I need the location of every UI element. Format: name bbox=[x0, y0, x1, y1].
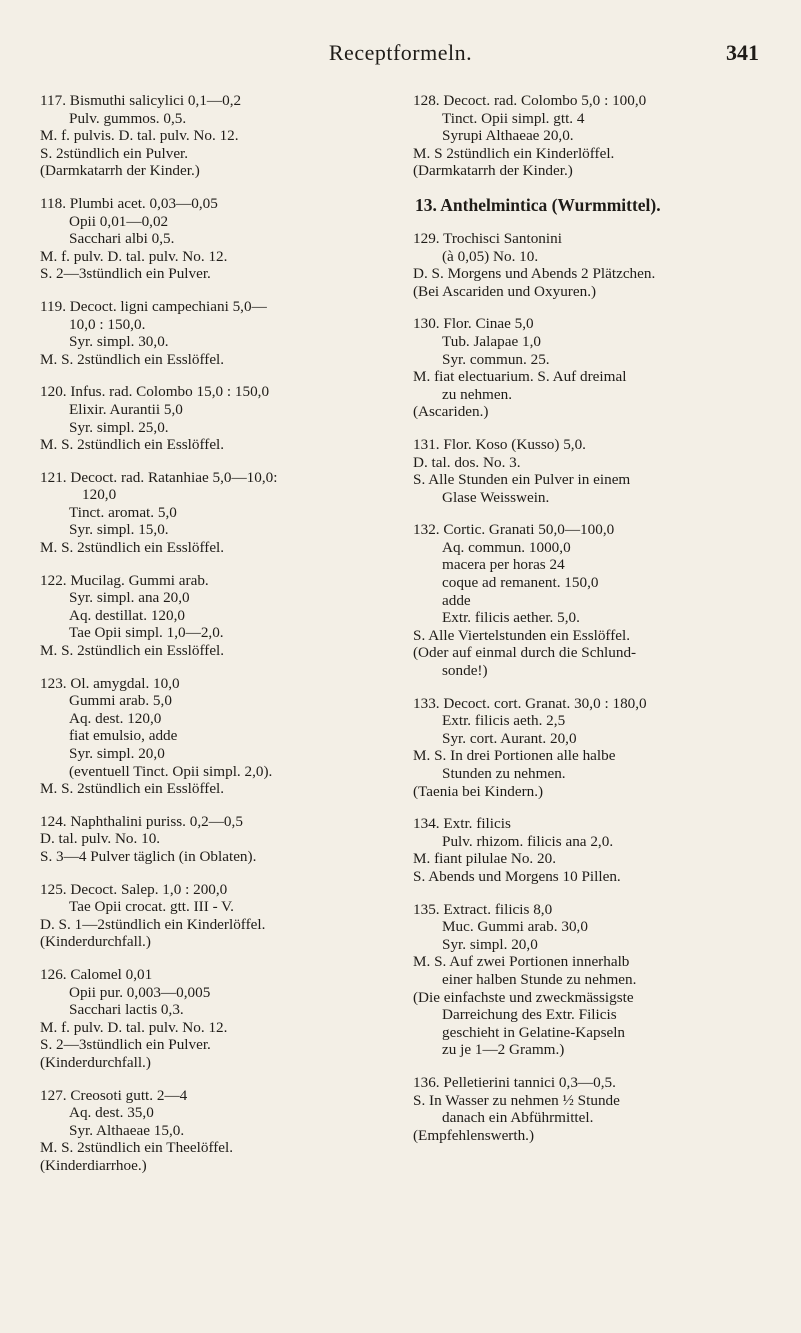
recipe-entry bbox=[413, 1074, 763, 1144]
recipe-line: 133. Decoct. cort. Granat. 30,0 : 180,0 bbox=[413, 694, 647, 712]
recipe-line: D. tal. pulv. No. 10. bbox=[40, 830, 161, 848]
recipe-line: M. S. In drei Portionen alle halbe bbox=[413, 747, 616, 765]
recipe-line: Muc. Gummi arab. 30,0 bbox=[442, 918, 588, 936]
recipe-line: S. 2stündlich ein Pulver. bbox=[40, 144, 189, 162]
recipe-line: M. S. Auf zwei Portionen innerhalb bbox=[413, 953, 630, 971]
recipe-line: D. tal. dos. No. 3. bbox=[413, 453, 521, 471]
recipe-line: Extr. filicis aether. 5,0. bbox=[442, 609, 580, 627]
recipe-line: 134. Extr. filicis bbox=[413, 815, 511, 833]
recipe-line: Opii 0,01—0,02 bbox=[69, 212, 169, 230]
recipe-line: Aq. dest. 35,0 bbox=[69, 1104, 154, 1122]
recipe-line: Syr. Althaeae 15,0. bbox=[69, 1121, 185, 1139]
recipe-line: S. 2—3stündlich ein Pulver. bbox=[40, 265, 211, 283]
recipe-line: Aq. dest. 120,0 bbox=[69, 709, 162, 727]
recipe-line: Tae Opii crocat. gtt. III - V. bbox=[69, 898, 234, 916]
recipe-entry bbox=[40, 383, 396, 453]
recipe-line: Stunden zu nehmen. bbox=[442, 765, 566, 782]
recipe-line: Glase Weisswein. bbox=[442, 488, 550, 506]
recipe-entry bbox=[413, 315, 763, 421]
recipe-line: M. S. 2stündlich ein Esslöffel. bbox=[40, 642, 225, 660]
recipe-entry bbox=[40, 298, 396, 368]
recipe-line: adde bbox=[442, 591, 471, 609]
recipe-line: Syr. cort. Aurant. 20,0 bbox=[442, 729, 577, 747]
recipe-line: macera per horas 24 bbox=[442, 556, 565, 574]
recipe-line: (Bei Ascariden und Oxyuren.) bbox=[413, 282, 597, 300]
recipe-line: 119. Decoct. ligni campechiani 5,0— bbox=[40, 297, 267, 315]
recipe-line: S. Abends und Morgens 10 Pillen. bbox=[413, 867, 621, 885]
recipe-entry bbox=[413, 230, 763, 300]
recipe-entry bbox=[40, 195, 396, 283]
recipe-entry bbox=[40, 469, 396, 557]
recipe-entry bbox=[40, 881, 396, 951]
recipe-line: 128. Decoct. rad. Colombo 5,0 : 100,0 bbox=[413, 92, 647, 109]
running-title: Receptformeln. bbox=[328, 40, 473, 65]
recipe-line: (eventuell Tinct. Opii simpl. 2,0). bbox=[69, 762, 273, 780]
recipe-line: Elixir. Aurantii 5,0 bbox=[69, 400, 183, 418]
recipe-line: M. S 2stündlich ein Kinderlöffel. bbox=[413, 144, 615, 162]
recipe-entry bbox=[413, 901, 763, 1059]
recipe-line: S. 3—4 Pulver täglich (in Oblaten). bbox=[40, 847, 257, 865]
recipe-line: 136. Pelletierini tannici 0,3—0,5. bbox=[413, 1073, 616, 1091]
recipe-line: fiat emulsio, adde bbox=[69, 727, 178, 745]
recipe-line: Aq. commun. 1000,0 bbox=[442, 538, 571, 556]
recipe-entry bbox=[40, 572, 396, 660]
recipe-entry bbox=[413, 815, 763, 885]
recipe-line: Opii pur. 0,003—0,005 bbox=[69, 983, 211, 1001]
recipe-line: Pulv. gummos. 0,5. bbox=[69, 109, 187, 127]
recipe-line: Tinct. Opii simpl. gtt. 4 bbox=[442, 109, 585, 127]
recipe-line: Syr. simpl. 30,0. bbox=[69, 333, 169, 351]
recipe-line: (Ascariden.) bbox=[413, 403, 489, 421]
recipe-entry bbox=[413, 436, 763, 506]
recipe-line: Aq. destillat. 120,0 bbox=[69, 606, 186, 624]
recipe-line: Gummi arab. 5,0 bbox=[69, 692, 172, 710]
recipe-line: einer halben Stunde zu nehmen. bbox=[442, 970, 637, 988]
right-column bbox=[413, 92, 763, 1159]
left-column bbox=[40, 92, 396, 1189]
recipe-entry bbox=[413, 521, 763, 679]
recipe-line: 118. Plumbi acet. 0,03—0,05 bbox=[40, 194, 218, 212]
recipe-line: Pulv. rhizom. filicis ana 2,0. bbox=[442, 832, 614, 850]
recipe-line: (Kinderdiarrhoe.) bbox=[40, 1156, 147, 1174]
recipe-line: 129. Trochisci Santonini bbox=[413, 229, 562, 247]
recipe-entry bbox=[40, 966, 396, 1072]
recipe-entry bbox=[413, 695, 763, 801]
recipe-line: M. f. pulvis. D. tal. pulv. No. 12. bbox=[40, 127, 239, 145]
recipe-line: Syr. commun. 25. bbox=[442, 350, 550, 368]
recipe-line: (Kinderdurchfall.) bbox=[40, 1053, 151, 1071]
recipe-line: M. S. 2stündlich ein Esslöffel. bbox=[40, 539, 225, 557]
recipe-line: 120. Infus. rad. Colombo 15,0 : 150,0 bbox=[40, 383, 270, 401]
recipe-line: 122. Mucilag. Gummi arab. bbox=[40, 571, 209, 589]
recipe-entry bbox=[40, 675, 396, 798]
recipe-line: Sacchari albi 0,5. bbox=[69, 230, 175, 248]
page-number: 341 bbox=[726, 40, 759, 65]
recipe-line: geschieht in Gelatine-Kapseln bbox=[442, 1023, 626, 1041]
recipe-line: zu je 1—2 Gramm.) bbox=[442, 1041, 565, 1059]
recipe-line: 120,0 bbox=[82, 486, 117, 504]
recipe-line: 132. Cortic. Granati 50,0—100,0 bbox=[413, 521, 615, 539]
recipe-line: (Darmkatarrh der Kinder.) bbox=[40, 162, 200, 180]
recipe-entry bbox=[40, 92, 396, 180]
recipe-line: 125. Decoct. Salep. 1,0 : 200,0 bbox=[40, 880, 228, 898]
recipe-line: (Kinderdurchfall.) bbox=[40, 933, 151, 951]
right-column-top bbox=[413, 92, 763, 180]
recipe-line: S. Alle Viertelstunden ein Esslöffel. bbox=[413, 626, 631, 644]
recipe-line: 130. Flor. Cinae 5,0 bbox=[413, 315, 534, 333]
recipe-line: 10,0 : 150,0. bbox=[69, 315, 146, 333]
recipe-line: 126. Calomel 0,01 bbox=[40, 965, 153, 983]
recipe-line: 131. Flor. Koso (Kusso) 5,0. bbox=[413, 435, 586, 453]
recipe-line: Syr. simpl. 25,0. bbox=[69, 418, 169, 436]
recipe-line: (à 0,05) No. 10. bbox=[442, 247, 539, 265]
recipe-line: Tae Opii simpl. 1,0—2,0. bbox=[69, 624, 224, 642]
right-column-bottom bbox=[413, 230, 763, 1144]
recipe-line: 123. Ol. amygdal. 10,0 bbox=[40, 674, 180, 692]
recipe-line: 124. Naphthalini puriss. 0,2—0,5 bbox=[40, 812, 243, 830]
recipe-line: Extr. filicis aeth. 2,5 bbox=[442, 712, 566, 730]
recipe-line: Syr. simpl. 20,0 bbox=[442, 935, 538, 953]
recipe-line: (Oder auf einmal durch die Schlund- bbox=[413, 644, 637, 662]
recipe-line: S. 2—3stündlich ein Pulver. bbox=[40, 1036, 211, 1054]
recipe-line: Darreichung des Extr. Filicis bbox=[442, 1006, 617, 1024]
recipe-line: coque ad remanent. 150,0 bbox=[442, 574, 599, 592]
recipe-line: Syr. simpl. 15,0. bbox=[69, 521, 169, 539]
recipe-line: M. fiant pilulae No. 20. bbox=[413, 850, 556, 868]
recipe-line: M. S. 2stündlich ein Theelöffel. bbox=[40, 1139, 234, 1157]
recipe-line: Syr. simpl. ana 20,0 bbox=[69, 589, 190, 607]
recipe-line: Syr. simpl. 20,0 bbox=[69, 745, 165, 762]
recipe-line: S. Alle Stunden ein Pulver in einem bbox=[413, 471, 631, 489]
recipe-line: M. fiat electuarium. S. Auf dreimal bbox=[413, 368, 627, 386]
recipe-line: zu nehmen. bbox=[442, 385, 513, 403]
recipe-line: (Empfehlenswerth.) bbox=[413, 1126, 535, 1144]
recipe-line: 135. Extract. filicis 8,0 bbox=[413, 900, 553, 918]
recipe-line: (Die einfachste und zweckmässigste bbox=[413, 988, 634, 1006]
recipe-line: 117. Bismuthi salicylici 0,1—0,2 bbox=[40, 92, 242, 109]
recipe-line: Sacchari lactis 0,3. bbox=[69, 1001, 184, 1019]
recipe-line: (Darmkatarrh der Kinder.) bbox=[413, 162, 573, 180]
recipe-line: M. S. 2stündlich ein Esslöffel. bbox=[40, 350, 225, 368]
section-heading: 13. Anthelmintica (Wurmmittel). bbox=[415, 194, 661, 215]
recipe-line: 121. Decoct. rad. Ratanhiae 5,0—10,0: bbox=[40, 468, 278, 486]
recipe-line: M. S. 2stündlich ein Esslöffel. bbox=[40, 780, 225, 798]
recipe-line: 127. Creosoti gutt. 2—4 bbox=[40, 1086, 188, 1104]
recipe-line: (Taenia bei Kindern.) bbox=[413, 782, 544, 800]
recipe-line: M. f. pulv. D. tal. pulv. No. 12. bbox=[40, 247, 228, 265]
recipe-line: M. f. pulv. D. tal. pulv. No. 12. bbox=[40, 1018, 228, 1036]
recipe-line: danach ein Abführmittel. bbox=[442, 1109, 594, 1127]
recipe-line: M. S. 2stündlich ein Esslöffel. bbox=[40, 436, 225, 454]
recipe-line: Tub. Jalapae 1,0 bbox=[442, 332, 541, 350]
recipe-line: D. S. Morgens und Abends 2 Plätzchen. bbox=[413, 265, 656, 283]
recipe-entry bbox=[413, 92, 763, 180]
recipe-line: S. In Wasser zu nehmen ½ Stunde bbox=[413, 1091, 620, 1109]
recipe-line: Syrupi Althaeae 20,0. bbox=[442, 127, 574, 145]
recipe-line: Tinct. aromat. 5,0 bbox=[69, 503, 177, 521]
recipe-entry bbox=[40, 1087, 396, 1175]
recipe-entry bbox=[40, 813, 396, 866]
recipe-line: sonde!) bbox=[442, 662, 488, 680]
recipe-line: D. S. 1—2stündlich ein Kinderlöffel. bbox=[40, 915, 266, 933]
